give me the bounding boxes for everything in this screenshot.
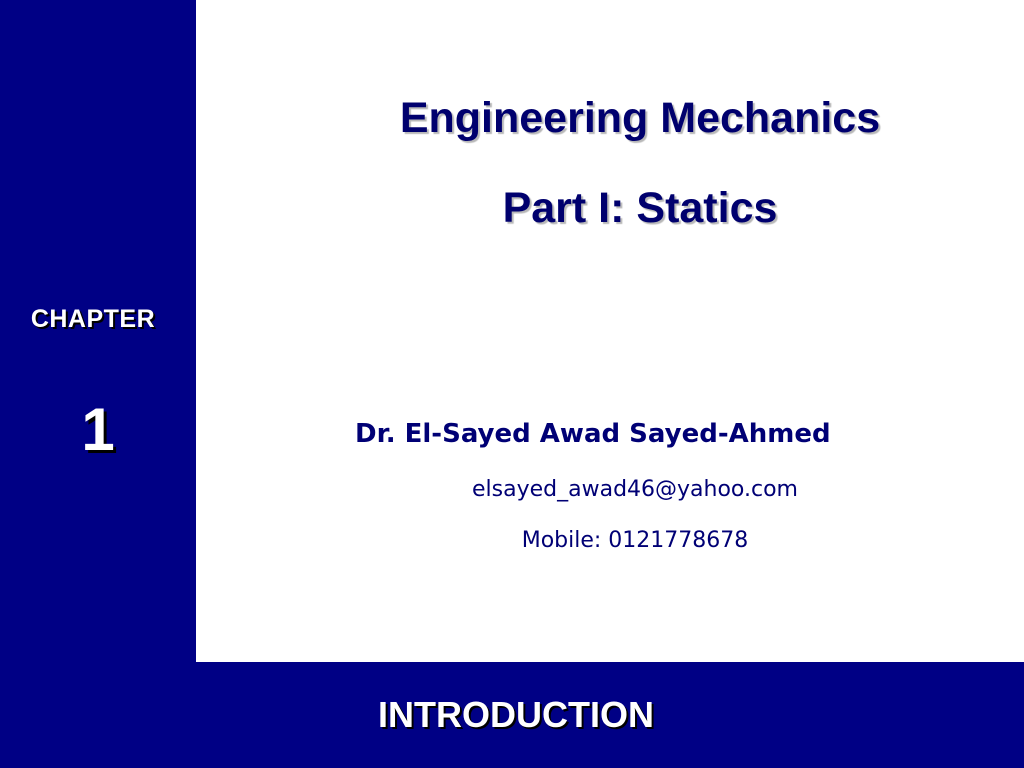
author-email: elsayed_awad46@yahoo.com xyxy=(472,477,798,502)
slide-title: Engineering Mechanics xyxy=(399,94,881,142)
chapter-sidebar xyxy=(0,0,196,768)
author-name: Dr. El-Sayed Awad Sayed-Ahmed xyxy=(355,419,831,449)
chapter-label: CHAPTER xyxy=(30,305,156,333)
slide-subtitle: Part I: Statics xyxy=(502,184,778,232)
author-mobile: Mobile: 0121778678 xyxy=(521,528,749,553)
section-label: INTRODUCTION xyxy=(378,694,654,735)
chapter-number: 1 xyxy=(81,396,115,463)
